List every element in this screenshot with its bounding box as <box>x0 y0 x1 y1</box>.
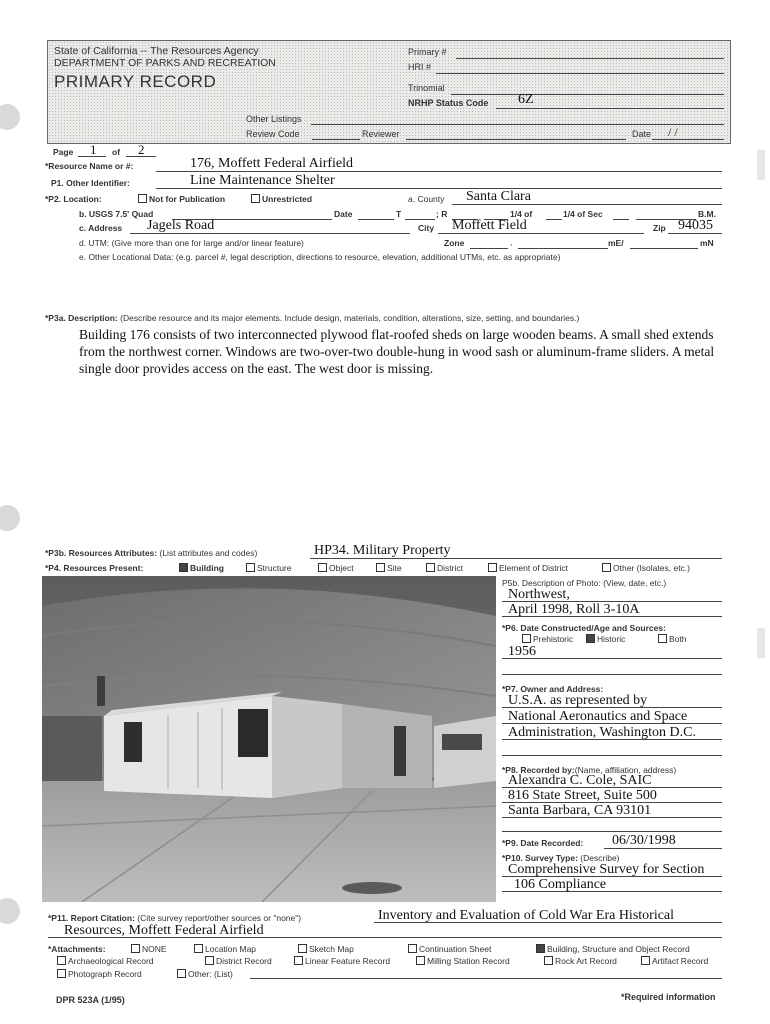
attach-text: Milling Station Record <box>427 956 510 966</box>
p4-option-district[interactable] <box>426 563 463 573</box>
checkbox-icon <box>138 194 147 203</box>
attach-text: Rock Art Record <box>555 956 617 966</box>
checkbox-icon <box>246 563 255 572</box>
p8-line3-value: Santa Barbara, CA 93101 <box>508 803 652 818</box>
checkbox-checked-icon <box>179 563 188 572</box>
p11-line1-field[interactable] <box>374 922 722 923</box>
not-for-publication-option[interactable] <box>138 194 225 204</box>
checkbox-checked-icon <box>536 944 545 953</box>
attach-none[interactable] <box>131 944 167 954</box>
attach-other[interactable] <box>177 969 233 979</box>
p6-option-text: Historic <box>597 634 626 644</box>
mn-label: mN <box>700 238 714 248</box>
attach-linear-feature[interactable] <box>294 956 390 966</box>
reviewer-label: Reviewer <box>362 129 400 139</box>
building-photo-image <box>42 576 496 902</box>
resource-name-value: 176, Moffett Federal Airfield <box>190 156 354 171</box>
p7-line2-field[interactable] <box>502 723 722 724</box>
p3a-hint: (Describe resource and its major elements. Include design, materials, condition, alterations, size, setting, and boundaries.) <box>120 313 580 323</box>
p4-option-object[interactable] <box>318 563 354 573</box>
p7-line3-value: Administration, Washington D.C. <box>508 725 697 740</box>
p3b-label: *P3b. Resources Attributes: <box>45 548 158 558</box>
bm-label: B.M. <box>698 209 716 219</box>
nrhp-label: NRHP Status Code <box>408 98 489 108</box>
attach-text: Other: (List) <box>188 969 233 979</box>
p11-line1-value: Inventory and Evaluation of Cold War Era Historical <box>378 908 675 923</box>
p4-option-text: District <box>437 563 463 573</box>
p5b-label: P5b. Description of Photo: (View, date, etc.) <box>502 578 667 588</box>
p5b-line2-field[interactable] <box>502 616 722 617</box>
attach-photograph[interactable] <box>57 969 142 979</box>
county-field[interactable] <box>452 204 722 205</box>
p3a-description-text: Building 176 consists of two interconnected plywood flat-roofed sheds on large wooden beams. A small shed extends from the northwest corner. Windows are two-over-two double-hung in wood sash or aluminum-frame sliders. A metal single door provides access on the east. The west door is missing. <box>79 327 715 376</box>
binder-hole-bottom <box>0 898 20 924</box>
p6-option-historic[interactable] <box>586 634 625 644</box>
p6-field[interactable] <box>502 658 722 659</box>
attach-district[interactable] <box>205 956 272 966</box>
unrestricted-option[interactable] <box>251 194 312 204</box>
p7-line4-field[interactable] <box>502 755 722 756</box>
p4-option-element-of-district[interactable] <box>488 563 568 573</box>
p7-line2-value: National Aeronautics and Space <box>508 709 688 724</box>
edge-mark <box>757 150 765 180</box>
range-label: ; R <box>436 209 448 219</box>
form-number: DPR 523A (1/95) <box>56 995 125 1005</box>
checkbox-icon <box>57 969 66 978</box>
city-label: City <box>418 223 435 233</box>
checkbox-icon <box>416 956 425 965</box>
county-label: a. County <box>408 194 445 204</box>
checkbox-icon <box>57 956 66 965</box>
city-field[interactable] <box>438 233 644 234</box>
quarter-2-label: 1/4 of Sec <box>563 209 603 219</box>
attach-building-record[interactable] <box>536 944 690 954</box>
review-code-field[interactable] <box>312 139 360 140</box>
form-title: PRIMARY RECORD <box>54 72 217 91</box>
p7-label: *P7. Owner and Address: <box>502 684 604 694</box>
address-value: Jagels Road <box>147 218 215 233</box>
p5b-line2-value: April 1998, Roll 3-10A <box>508 602 640 617</box>
p4-option-site[interactable] <box>376 563 402 573</box>
attach-text: Photograph Record <box>68 969 142 979</box>
page-total: 2 <box>138 142 145 157</box>
required-info-note: *Required information <box>621 992 716 1002</box>
p4-option-text: Building <box>190 563 224 573</box>
utm-label: d. UTM: (Give more than one for large and/or linear feature) <box>79 238 304 248</box>
attach-text: Archaeological Record <box>68 956 154 966</box>
hri-field[interactable] <box>436 73 724 74</box>
p4-option-text: Object <box>329 563 354 573</box>
reviewer-field[interactable] <box>406 139 626 140</box>
page-of-label: of <box>112 147 121 157</box>
attach-text: District Record <box>216 956 272 966</box>
p9-label: *P9. Date Recorded: <box>502 838 584 848</box>
edge-mark <box>757 628 765 658</box>
section-field[interactable] <box>613 219 629 220</box>
usgs-date-label: Date <box>334 209 353 219</box>
trinomial-field[interactable] <box>451 94 724 95</box>
page-number-line <box>78 156 106 157</box>
p6-label: *P6. Date Constructed/Age and Sources: <box>502 623 666 633</box>
zone-label: Zone <box>444 238 465 248</box>
attachments-label: *Attachments: <box>48 944 106 954</box>
p4-option-building[interactable] <box>179 563 224 573</box>
p7-line3-field[interactable] <box>502 739 722 740</box>
p11-label: *P11. Report Citation: <box>48 913 135 923</box>
review-date-value: / / <box>668 125 678 139</box>
p10-line2-field[interactable] <box>502 891 722 892</box>
attach-text: Location Map <box>205 944 257 954</box>
p6-option-text: Both <box>669 634 687 644</box>
header-box <box>47 40 731 144</box>
review-code-label: Review Code <box>246 129 300 139</box>
p3b-hint: (List attributes and codes) <box>159 548 258 558</box>
other-listings-field[interactable] <box>311 124 724 125</box>
township-label: T <box>396 209 402 219</box>
p6-value: 1956 <box>508 644 536 659</box>
p1-label: P1. Other Identifier: <box>51 178 130 188</box>
binder-hole-middle <box>0 505 20 531</box>
checkbox-icon <box>376 563 385 572</box>
checkbox-icon <box>658 634 667 643</box>
p6-option-text: Prehistoric <box>533 634 574 644</box>
hri-label: HRI # <box>408 62 432 72</box>
attach-artifact[interactable] <box>641 956 708 966</box>
p8-line2-value: 816 State Street, Suite 500 <box>508 788 657 803</box>
checkbox-icon <box>177 969 186 978</box>
attach-text: Linear Feature Record <box>305 956 391 966</box>
primary-label: Primary # <box>408 47 447 57</box>
date-label: Date <box>632 129 652 139</box>
attach-text: Continuation Sheet <box>419 944 492 954</box>
zip-field[interactable] <box>668 233 722 234</box>
checkbox-icon <box>408 944 417 953</box>
primary-field[interactable] <box>456 58 724 59</box>
checkbox-icon <box>426 563 435 572</box>
attach-milling-station[interactable] <box>416 956 510 966</box>
p11-line2-field[interactable] <box>48 937 722 938</box>
attach-sketch-map[interactable] <box>298 944 354 954</box>
zone-field[interactable] <box>470 248 508 249</box>
p8-line4-field[interactable] <box>502 831 722 832</box>
p8-line3-field[interactable] <box>502 817 722 818</box>
building-photo <box>42 576 496 902</box>
p11-hint: (Cite survey report/other sources or "none") <box>137 913 302 923</box>
quarter-b-field[interactable] <box>546 219 562 220</box>
attach-text: Sketch Map <box>309 944 354 954</box>
city-value: Moffett Field <box>452 218 527 233</box>
quarter-1-label: 1/4 of <box>510 209 533 219</box>
page-label: Page <box>53 147 74 157</box>
checkbox-icon <box>298 944 307 953</box>
p6-option-both[interactable] <box>658 634 687 644</box>
attach-continuation-sheet[interactable] <box>408 944 491 954</box>
checkbox-icon <box>205 956 214 965</box>
township-field[interactable] <box>405 219 435 220</box>
attach-text: Artifact Record <box>652 956 709 966</box>
usgs-date-field[interactable] <box>358 219 394 220</box>
p10-label: *P10. Survey Type: <box>502 853 578 863</box>
p6-option-prehistoric[interactable] <box>522 634 573 644</box>
trinomial-label: Trinomial <box>408 83 445 93</box>
p7-line1-field[interactable] <box>502 707 722 708</box>
p4-option-other[interactable] <box>602 563 690 573</box>
northing-field[interactable] <box>630 248 698 249</box>
other-listings-label: Other Listings <box>246 114 302 124</box>
checkbox-checked-icon <box>586 634 595 643</box>
p1-value: Line Maintenance Shelter <box>190 173 335 188</box>
me-label: mE/ <box>608 238 624 248</box>
nrhp-status-value: 6Z <box>518 92 534 107</box>
unrestricted-text: Unrestricted <box>262 194 313 204</box>
p7-line1-value: U.S.A. as represented by <box>508 693 648 708</box>
attach-text: NONE <box>142 944 167 954</box>
usgs-quad-label: b. USGS 7.5' Quad <box>79 209 154 219</box>
checkbox-icon <box>522 634 531 643</box>
checkbox-icon <box>251 194 260 203</box>
other-locational-label: e. Other Locational Data: (e.g. parcel #, legal description, directions to resource, elevation, additional UTMs, etc. as appropriate) <box>79 252 561 262</box>
zip-value: 94035 <box>678 218 713 233</box>
checkbox-icon <box>641 956 650 965</box>
review-date-field[interactable] <box>652 139 724 140</box>
binder-hole-top <box>0 104 20 130</box>
nrhp-field[interactable] <box>496 108 724 109</box>
p10-hint: (Describe) <box>580 853 620 863</box>
checkbox-icon <box>544 956 553 965</box>
p8-hint: (Name, affiliation, address) <box>574 765 677 775</box>
p3a-label: *P3a. Description: <box>45 313 118 323</box>
address-label: c. Address <box>79 223 123 233</box>
p3b-field[interactable] <box>310 558 722 559</box>
p10-line1-value: Comprehensive Survey for Section <box>508 862 705 877</box>
p2-label: *P2. Location: <box>45 194 102 204</box>
p9-field[interactable] <box>604 848 722 849</box>
checkbox-icon <box>294 956 303 965</box>
p9-value: 06/30/1998 <box>612 833 676 848</box>
p11-line2-value: Resources, Moffett Federal Airfield <box>64 923 264 938</box>
checkbox-icon <box>488 563 497 572</box>
attach-location-map[interactable] <box>194 944 256 954</box>
address-field[interactable] <box>130 233 410 234</box>
department-name: DEPARTMENT OF PARKS AND RECREATION <box>54 57 276 69</box>
attach-text: Building, Structure and Object Record <box>547 944 690 954</box>
easting-field[interactable] <box>518 248 608 249</box>
attach-archaeological[interactable] <box>57 956 154 966</box>
attach-rock-art[interactable] <box>544 956 617 966</box>
p4-option-text: Element of District <box>499 563 568 573</box>
p4-option-text: Other (Isolates, etc.) <box>613 563 690 573</box>
p1-field[interactable] <box>156 188 722 189</box>
resource-name-field[interactable] <box>156 171 722 172</box>
checkbox-icon <box>602 563 611 572</box>
p6-field-2[interactable] <box>502 674 722 675</box>
checkbox-icon <box>131 944 140 953</box>
not-for-publication-text: Not for Publication <box>149 194 226 204</box>
page-total-line <box>126 156 156 157</box>
p10-line2-value: 106 Compliance <box>514 877 607 892</box>
checkbox-icon <box>194 944 203 953</box>
p4-label: *P4. Resources Present: <box>45 563 144 573</box>
p4-option-structure[interactable] <box>246 563 292 573</box>
p5b-line1-value: Northwest, <box>508 587 570 602</box>
zip-label: Zip <box>653 223 666 233</box>
county-value: Santa Clara <box>466 189 531 204</box>
resource-name-label: *Resource Name or #: <box>45 161 134 171</box>
attach-other-field[interactable] <box>250 978 722 979</box>
page-number: 1 <box>90 142 97 157</box>
p3b-value: HP34. Military Property <box>314 543 451 558</box>
p4-option-text: Site <box>387 563 402 573</box>
p4-option-text: Structure <box>257 563 292 573</box>
p8-label: *P8. Recorded by: <box>502 765 575 775</box>
checkbox-icon <box>318 563 327 572</box>
agency-name: State of California -- The Resources Agency <box>54 45 259 57</box>
p8-line1-value: Alexandra C. Cole, SAIC <box>508 773 652 788</box>
